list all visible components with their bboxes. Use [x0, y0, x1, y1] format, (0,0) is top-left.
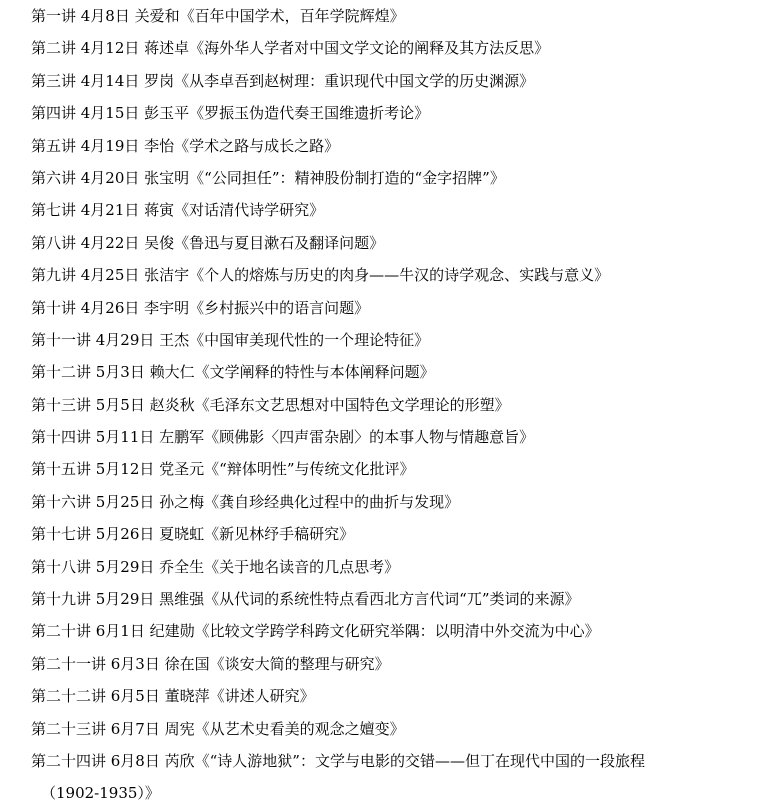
lecture-item-8: 第八讲 4月22日 吴俊《鲁迅与夏目漱石及翻译问题》: [31, 233, 385, 252]
lecture-item-10: 第十讲 4月26日 李宇明《乡村振兴中的语言问题》: [31, 298, 370, 317]
lecture-item-13: 第十三讲 5月5日 赵炎秋《毛泽东文艺思想对中国特色文学理论的形塑》: [31, 395, 510, 414]
lecture-item-9: 第九讲 4月25日 张洁宇《个人的熔炼与历史的肉身——牛汉的诗学观念、实践与意义》: [31, 266, 610, 285]
lecture-item-19: 第十九讲 5月29日 黑维强《从代词的系统性特点看西北方言代词“兀”类词的来源》: [31, 590, 580, 609]
lecture-item-7: 第七讲 4月21日 蒋寅《对话清代诗学研究》: [31, 201, 325, 220]
lecture-item-12: 第十二讲 5月3日 赖大仁《文学阐释的特性与本体阐释问题》: [31, 363, 435, 382]
lecture-item-17: 第十七讲 5月26日 夏晓虹《新见林纾手稿研究》: [31, 525, 355, 544]
lecture-item-15: 第十五讲 5月12日 党圣元《“辩体明性”与传统文化批评》: [31, 460, 415, 479]
lecture-item-6: 第六讲 4月20日 张宝明《“公同担任”：精神股份制打造的“金字招牌”》: [31, 168, 505, 187]
lecture-item-5: 第五讲 4月19日 李怡《学术之路与成长之路》: [31, 136, 340, 155]
lecture-item-24-continuation: （1902-1935）》: [41, 783, 160, 802]
lecture-list: [31, 6, 771, 803]
lecture-item-20: 第二十讲 6月1日 纪建勋《比较文学跨学科跨文化研究举隅：以明清中外交流为中心》: [31, 622, 600, 641]
lecture-item-4: 第四讲 4月15日 彭玉平《罗振玉伪造代奏王国维遗折考论》: [31, 104, 430, 123]
lecture-item-14: 第十四讲 5月11日 左鹏军《顾佛影〈四声雷杂剧〉的本事人物与情趣意旨》: [31, 428, 535, 447]
lecture-item-1: 第一讲 4月8日 关爱和《百年中国学术，百年学院辉煌》: [31, 7, 405, 25]
lecture-item-16: 第十六讲 5月25日 孙之梅《龚自珍经典化过程中的曲折与发现》: [31, 492, 460, 511]
lecture-item-21: 第二十一讲 6月3日 徐在国《谈安大简的整理与研究》: [31, 654, 390, 673]
lecture-item-3: 第三讲 4月14日 罗岗《从李卓吾到赵树理：重识现代中国文学的历史渊源》: [31, 71, 535, 90]
lecture-item-11: 第十一讲 4月29日 王杰《中国审美现代性的一个理论特征》: [31, 330, 430, 349]
lecture-item-2: 第二讲 4月12日 蒋述卓《海外华人学者对中国文学文论的阐释及其方法反思》: [31, 39, 550, 58]
lecture-item-24-text: 第二十四讲 6月8日 芮欣《“诗人游地狱”：文学与电影的交错——但丁在现代中国的一段旅程: [31, 751, 645, 770]
lecture-item-24: [31, 751, 771, 803]
lecture-item-18: 第十八讲 5月29日 乔全生《关于地名读音的几点思考》: [31, 557, 400, 576]
lecture-item-23: 第二十三讲 6月7日 周宪《从艺术史看美的观念之嬗变》: [31, 719, 405, 738]
lecture-item-22: 第二十二讲 6月5日 董晓萍《讲述人研究》: [31, 687, 315, 706]
